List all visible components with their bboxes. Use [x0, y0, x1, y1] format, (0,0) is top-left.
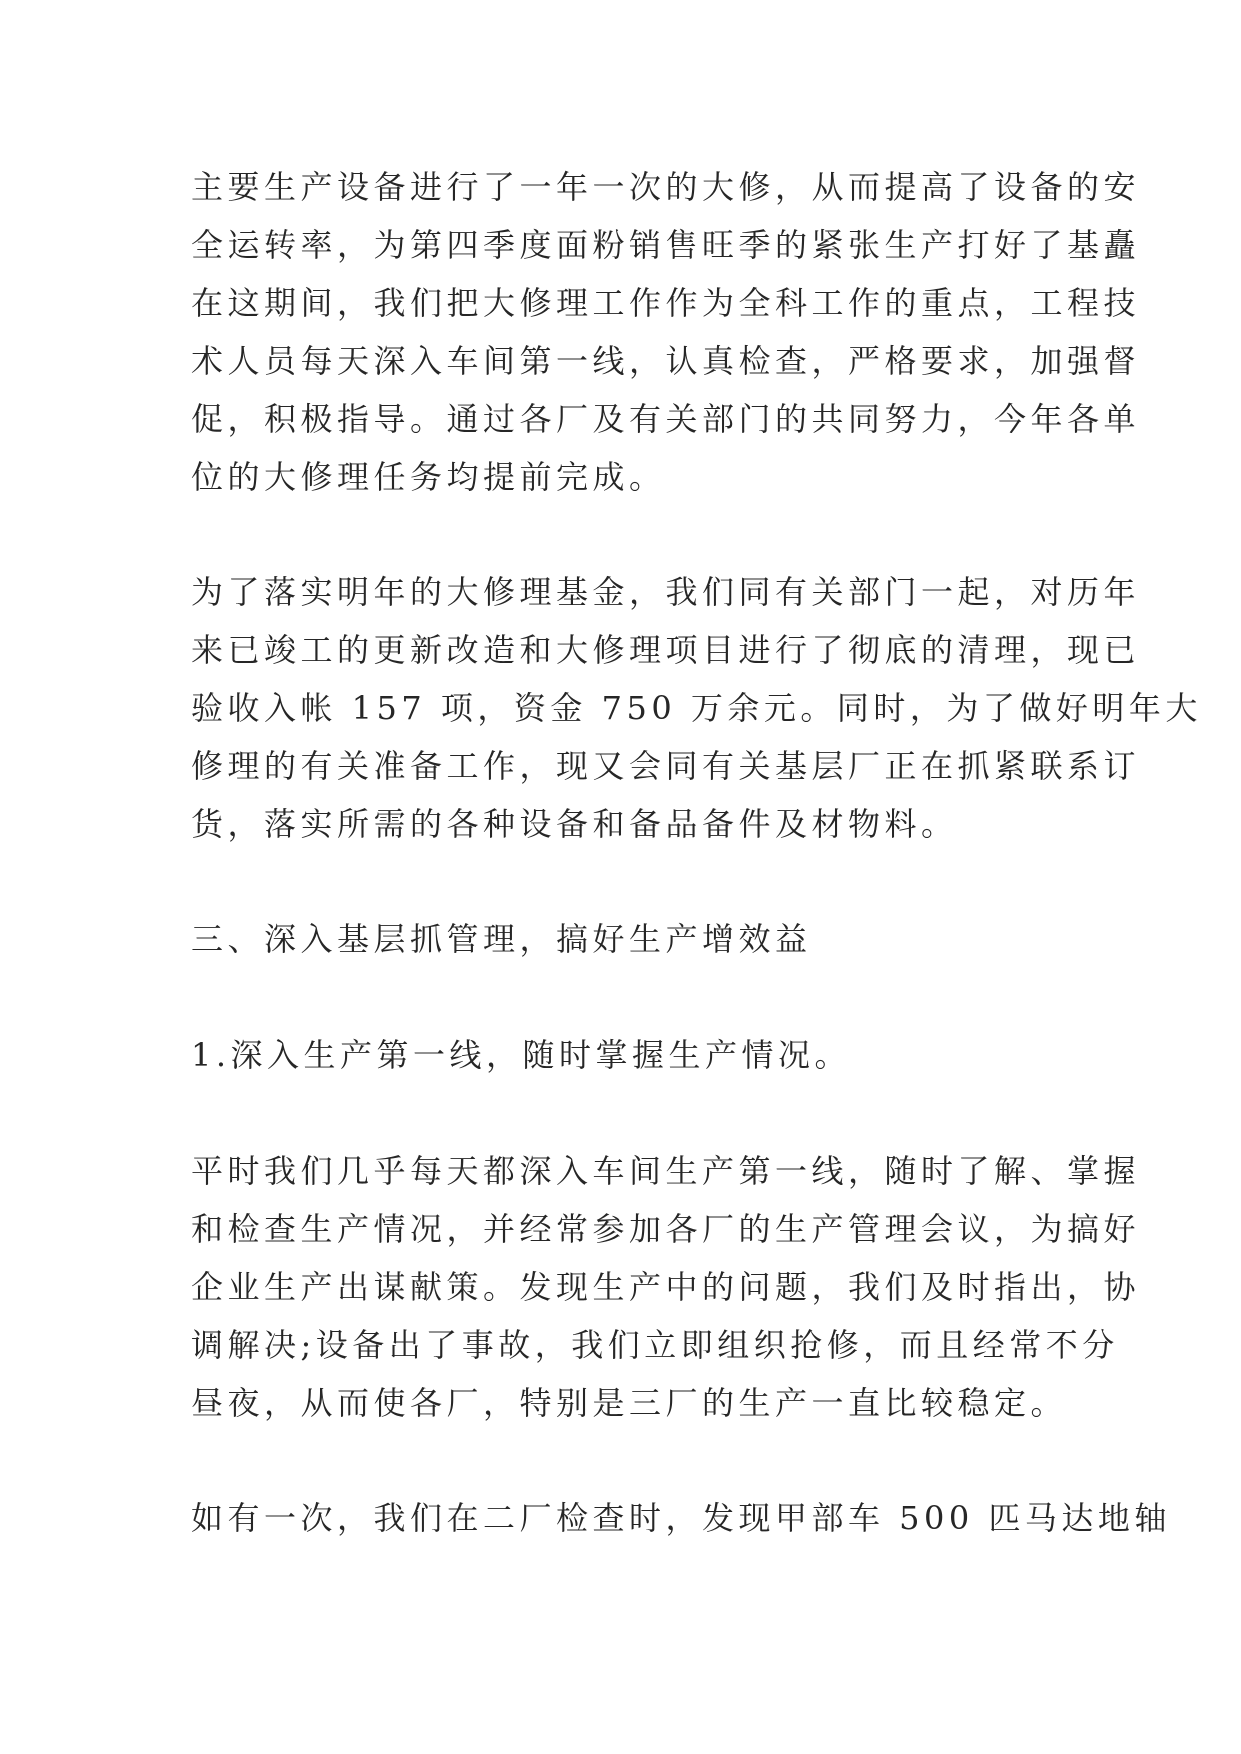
paragraph-line: 昼夜，从而使各厂，特别是三厂的生产一直比较稳定。	[191, 1384, 1068, 1422]
paragraph-line: 来已竣工的更新改造和大修理项目进行了彻底的清理，现已	[191, 631, 1141, 669]
paragraph-production-line	[191, 1142, 1141, 1432]
paragraph-line: 术人员每天深入车间第一线，认真检查，严格要求，加强督	[191, 342, 1141, 380]
paragraph-line: 促，积极指导。通过各厂及有关部门的共同努力，今年各单	[191, 400, 1141, 438]
paragraph-line: 验收入帐 157 项，资金 750 万余元。同时，为了做好明年大	[191, 689, 1202, 727]
subsection-heading-text: 1.深入生产第一线，随时掌握生产情况。	[191, 1036, 852, 1074]
paragraph-line: 位的大修理任务均提前完成。	[191, 458, 666, 496]
paragraph-line: 全运转率，为第四季度面粉销售旺季的紧张生产打好了基矗	[191, 226, 1141, 264]
section-heading	[191, 910, 1061, 968]
paragraph-line: 调解决;设备出了事故，我们立即组织抢修，而且经常不分	[191, 1326, 1119, 1364]
section-heading-text: 三、深入基层抓管理，搞好生产增效益	[191, 920, 812, 958]
paragraph-example-incident	[191, 1489, 1171, 1547]
paragraph-line: 企业生产出谋献策。发现生产中的问题，我们及时指出，协	[191, 1268, 1141, 1306]
paragraph-line: 如有一次，我们在二厂检查时，发现甲部车 500 匹马达地轴	[191, 1499, 1171, 1537]
paragraph-overhaul-fund	[191, 563, 1202, 853]
paragraph-line: 在这期间，我们把大修理工作作为全科工作的重点，工程技	[191, 284, 1141, 322]
paragraph-line: 和检查生产情况，并经常参加各厂的生产管理会议，为搞好	[191, 1210, 1141, 1248]
paragraph-equipment-overhaul	[191, 158, 1141, 506]
subsection-heading	[191, 1026, 1061, 1084]
paragraph-line: 为了落实明年的大修理基金，我们同有关部门一起，对历年	[191, 573, 1141, 611]
paragraph-line: 货，落实所需的各种设备和备品备件及材物料。	[191, 805, 958, 843]
paragraph-line: 主要生产设备进行了一年一次的大修，从而提高了设备的安	[191, 168, 1141, 206]
paragraph-line: 修理的有关准备工作，现又会同有关基层厂正在抓紧联系订	[191, 747, 1141, 785]
paragraph-line: 平时我们几乎每天都深入车间生产第一线，随时了解、掌握	[191, 1152, 1141, 1190]
